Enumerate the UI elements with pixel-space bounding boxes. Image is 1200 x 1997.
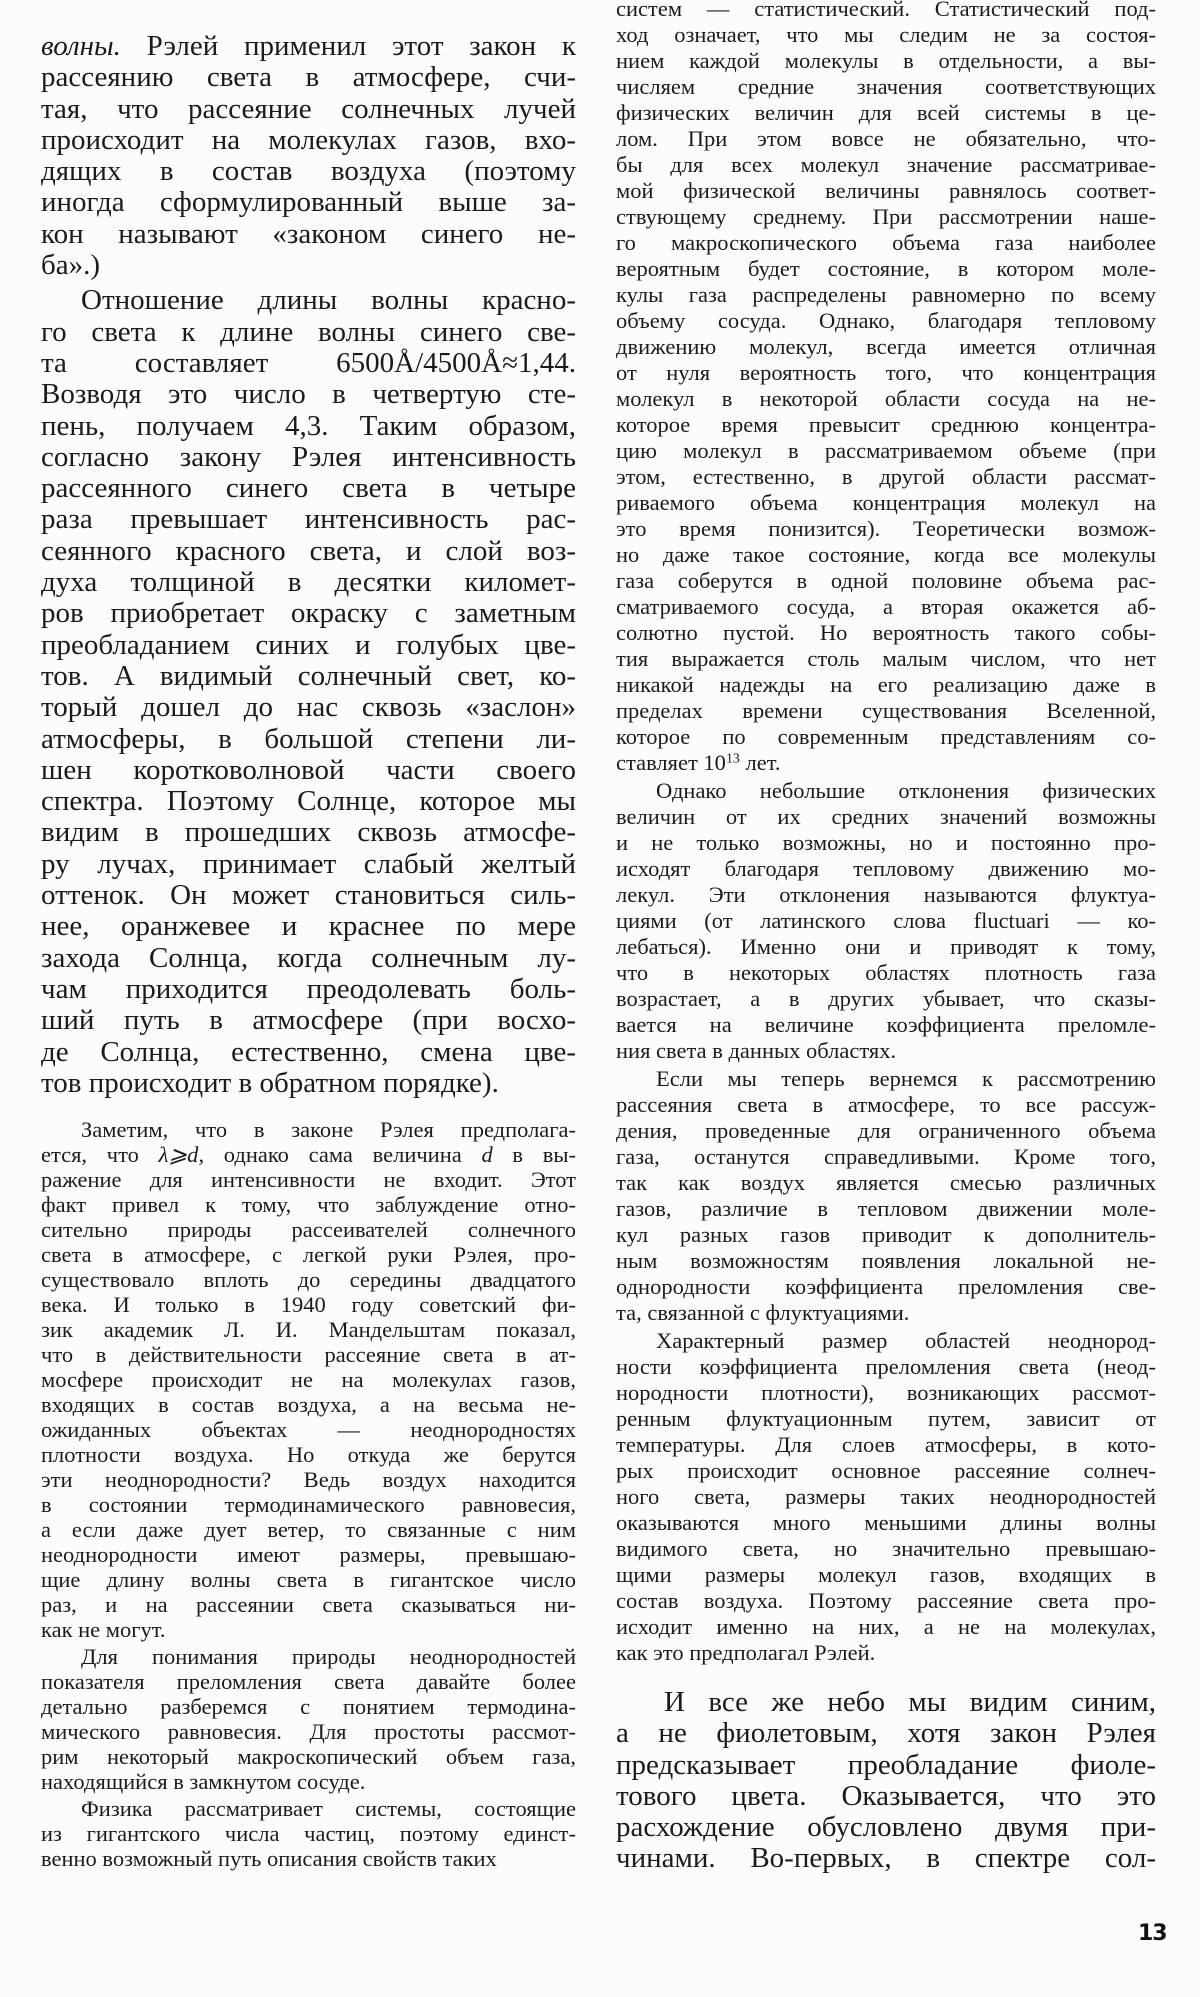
text-line: века. И только в 1940 году советский фи- <box>41 1292 576 1317</box>
paragraph <box>616 1328 1156 1666</box>
italic-text: λ⩾d <box>158 1142 199 1167</box>
text-line: предсказывает преобладание фиоле- <box>616 1748 1156 1781</box>
text-line: го света к длине волны синего све- <box>41 315 576 348</box>
text-line: духа толщиной в десятки километ- <box>41 566 576 599</box>
text-line: находящийся в замкнутом сосуде. <box>41 1769 366 1794</box>
text-line: та, связанной с флуктуациями. <box>616 1300 910 1325</box>
text-line: тия выражается столь малым числом, что нет <box>616 646 1156 671</box>
text-line: однородности коэффициента преломления све- <box>616 1274 1156 1299</box>
text-line: преобладанием синих и голубых цве- <box>41 628 576 661</box>
text-line: газа, останутся справедливыми. Кроме того, <box>616 1144 1156 1169</box>
text-line: от нуля вероятность того, что концентрация <box>616 360 1156 385</box>
text-line: захода Солнца, когда солнечным лу- <box>41 941 576 974</box>
text-line: ру лучах, принимает слабый желтый <box>41 847 576 880</box>
page-number: 13 <box>1138 1921 1167 1946</box>
text-line: вероятным будет состояние, в котором моле- <box>616 256 1156 281</box>
text-line: бы для всех молекул значение рассматривае- <box>616 152 1156 177</box>
right-column-small-text <box>616 0 1156 1666</box>
text-line: видимого света, но значительно превышаю- <box>616 1536 1156 1561</box>
paragraph <box>41 1644 576 1794</box>
text-line: величин от их средних значений возможны <box>616 804 1156 829</box>
text-line: ров приобретает окраску с заметным <box>41 597 576 630</box>
text-line: сматриваемого сосуда, а вторая окажется аб- <box>616 594 1156 619</box>
paragraph <box>616 1687 1156 1875</box>
text-line: риваемого объема концентрация молекул на <box>616 490 1156 515</box>
text-line: атмосферы, в большой степени ли- <box>41 722 576 755</box>
text-line: а если даже дует ветер, то связанные с ним <box>41 1517 576 1542</box>
text-line: но даже такое состояние, когда все молекулы <box>616 542 1156 567</box>
text-line: газов, различие в тепловом движении моле- <box>616 1196 1156 1221</box>
text-line: Характерный размер областей неоднород- <box>656 1328 1156 1353</box>
text-line: ражение для интенсивности не входит. Этот <box>41 1167 576 1192</box>
text-line: существовало вплоть до середины двадцатого <box>41 1267 576 1292</box>
text-line: молекул в некоторой области сосуда на не- <box>616 386 1156 411</box>
text-line: мосфере происходит не на молекулах газов, <box>41 1367 576 1392</box>
text-line: оказываются много меньшими длины волны <box>616 1510 1156 1535</box>
text-line: этом, естественно, в другой области рассмат- <box>616 464 1156 489</box>
text-line: солютно пустой. Но вероятность такого собы- <box>616 620 1156 645</box>
paragraph <box>616 1066 1156 1326</box>
text-line: го макроскопического объема газа наиболее <box>616 230 1156 255</box>
text-line: нее, оранжевее и краснее по мере <box>41 910 576 943</box>
text-span: , однако сама величина <box>198 1142 482 1167</box>
text-line: как не могут. <box>41 1617 166 1642</box>
text-line: входящих в состав воздуха, а на весьма не- <box>41 1392 576 1417</box>
text-line: рассеяния света в атмосфере, то все рассуж- <box>616 1092 1156 1117</box>
text-line: раз, и на рассеянии света сказываться ни- <box>41 1592 576 1617</box>
left-column-main-text <box>41 31 576 1099</box>
paragraph <box>41 1796 576 1871</box>
text-line: состав воздуха. Поэтому рассеяние света про- <box>616 1588 1156 1613</box>
text-line: нием каждой молекулы в отдельности, а вы- <box>616 48 1156 73</box>
text-line: та составляет 6500Å/4500Å≈1,44. <box>41 346 576 379</box>
text-line: нородности плотности), возникающих рассмот- <box>616 1380 1156 1405</box>
text-line: в состоянии термодинамического равновесия, <box>41 1492 576 1517</box>
text-line: физических величин для всей системы в це- <box>616 100 1156 125</box>
text-line: пределах времени существования Вселенной, <box>616 698 1156 723</box>
text-line: которое по современным представлениям со- <box>616 724 1156 749</box>
paragraph <box>616 778 1156 1064</box>
text-line: спектра. Поэтому Солнце, которое мы <box>41 785 576 818</box>
text-line: циями (от латинского слова fluctuari — ко- <box>616 908 1156 933</box>
text-line: кулы газа распределены равномерно по всему <box>616 282 1156 307</box>
text-line: торый дошел до нас сквозь «заслон» <box>41 691 576 724</box>
text-line: тов. А видимый солнечный свет, ко- <box>41 659 576 692</box>
text-line: ным возможностям появления локальной не- <box>616 1248 1156 1273</box>
paragraph <box>41 1117 576 1642</box>
text-line: Заметим, что в законе Рэлея предполага- <box>81 1117 576 1142</box>
text-line: дения, проведенные для ограниченного объема <box>616 1118 1156 1143</box>
text-line: согласно закону Рэлея интенсивность <box>41 440 576 473</box>
text-line: ния света в данных областях. <box>616 1038 897 1063</box>
text-line: кон называют «законом синего не- <box>41 217 576 250</box>
text-line: иногда сформулированный выше за- <box>41 186 576 219</box>
text-line: факт привел к тому, что заблуждение отно- <box>41 1192 576 1217</box>
italic-text: d <box>481 1142 493 1167</box>
text-span: ется, что <box>41 1142 159 1167</box>
text-line: никакой надежды на его реализацию даже в <box>616 672 1156 697</box>
superscript: 13 <box>725 751 740 767</box>
text-line: тая, что рассеяние солнечных лучей <box>41 92 576 125</box>
text-line: движению молекул, всегда имеется отличная <box>616 334 1156 359</box>
paragraph <box>616 0 1156 776</box>
text-line: из гигантского числа частиц, поэтому единст- <box>41 1821 576 1846</box>
text-line: мой физической величины равнялось соответ- <box>616 178 1156 203</box>
text-line: сительно природы рассеивателей солнечного <box>41 1217 576 1242</box>
text-line: лекул. Эти отклонения называются флуктуа- <box>616 882 1156 907</box>
text-line: тов происходит в обратном порядке). <box>41 1066 499 1099</box>
text-line: Для понимания природы неоднородностей <box>81 1644 576 1669</box>
text-line: детально разберемся с понятием термодина- <box>41 1694 576 1719</box>
text-line: происходит на молекулах газов, вхо- <box>41 123 576 156</box>
italic-text: волны. <box>41 30 121 62</box>
text-line: оттенок. Он может становиться силь- <box>41 879 576 912</box>
text-line: систем — статистический. Статистический под- <box>616 0 1156 21</box>
text-line: лебаться). Именно они и приводят к тому, <box>616 934 1156 959</box>
text-line: венно возможный путь описания свойств таких <box>41 1846 497 1871</box>
text-line: пень, получаем 4,3. Таким образом, <box>41 409 576 442</box>
text-line: Физика рассматривает системы, состоящие <box>81 1796 576 1821</box>
text-line <box>41 1142 576 1167</box>
text-line: ствующему среднему. При рассмотрении наше- <box>616 204 1156 229</box>
text-line: Отношение длины волны красно- <box>81 284 576 317</box>
text-line: объему сосуда. Однако, благодаря тепловому <box>616 308 1156 333</box>
text-line: шен коротковолновой части своего <box>41 753 576 786</box>
text-line: зик академик Л. И. Мандельштам показал, <box>41 1317 576 1342</box>
text-line: что в действительности рассеяние света в ат- <box>41 1342 576 1367</box>
text-line: ности коэффициента преломления света (неод- <box>616 1354 1156 1379</box>
text-line: температуры. Для слоев атмосферы, в кото- <box>616 1432 1156 1457</box>
text-line: так как воздух является смесью различных <box>616 1170 1156 1195</box>
text-line: плотности воздуха. Но откуда же берутся <box>41 1442 576 1467</box>
text-line: показателя преломления света давайте более <box>41 1669 576 1694</box>
text-line: щие длину волны света в гигантское число <box>41 1567 576 1592</box>
text-line <box>616 750 1156 776</box>
text-line: рассеянию света в атмосфере, счи- <box>41 61 576 94</box>
text-line: видим в прошедших сквозь атмосфе- <box>41 816 576 849</box>
text-line: неоднородности имеют размеры, превышаю- <box>41 1542 576 1567</box>
text-line: дящих в состав воздуха (поэтому <box>41 155 576 188</box>
text-line: которое время превысит среднюю концентра- <box>616 412 1156 437</box>
text-line: что в некоторых областях плотность газа <box>616 960 1156 985</box>
text-line: ба».) <box>41 249 101 282</box>
text-line: ного света, размеры таких неоднородностей <box>616 1484 1156 1509</box>
paragraph <box>41 285 576 1099</box>
text-span: лет. <box>739 750 781 775</box>
text-line: чам приходится преодолевать боль- <box>41 972 576 1005</box>
text-line: Однако небольшие отклонения физических <box>656 778 1156 803</box>
text-line: исходят благодаря тепловому движению мо- <box>616 856 1156 881</box>
text-line: сеянного красного света, и слой воз- <box>41 534 576 567</box>
text-line: исходит именно на них, а не на молекулах, <box>616 1614 1156 1639</box>
text-line: И все же небо мы видим синим, <box>664 1686 1156 1718</box>
text-line: тового цвета. Оказывается, что это <box>616 1779 1156 1812</box>
text-span: Рэлей применил этот закон к <box>120 30 576 62</box>
text-line: чинами. Во-первых, в спектре сол- <box>616 1842 1156 1875</box>
text-line: вается на величине коэффициента преломле- <box>616 1012 1156 1037</box>
text-line: щими размеры молекул газов, входящих в <box>616 1562 1156 1587</box>
text-line: возрастает, а в других убывает, что сказы- <box>616 986 1156 1011</box>
text-line: и не только возможны, но и постоянно про- <box>616 830 1156 855</box>
text-line: эти неоднородности? Ведь воздух находится <box>41 1467 576 1492</box>
text-line: а не фиолетовым, хотя закон Рэлея <box>616 1717 1156 1750</box>
text-line: Возводя это число в четвертую сте- <box>41 378 576 411</box>
text-line: это время понизится). Теоретически возмож- <box>616 516 1156 541</box>
text-line: ренным флуктуационным путем, зависит от <box>616 1406 1156 1431</box>
text-line: газа соберутся в одной половине объема рас- <box>616 568 1156 593</box>
text-line: де Солнца, естественно, смена цве- <box>41 1035 576 1068</box>
text-line: кул разных газов приводит к дополнитель- <box>616 1222 1156 1247</box>
text-line: Если мы теперь вернемся к рассмотрению <box>656 1066 1156 1091</box>
text-line: раза превышает интенсивность рас- <box>41 503 576 536</box>
text-line: ший путь в атмосфере (при восхо- <box>41 1004 576 1037</box>
text-line: цию молекул в рассматриваемом объеме (при <box>616 438 1156 463</box>
text-line: числяем средние значения соответствующих <box>616 74 1156 99</box>
text-line: лом. При этом вовсе не обязательно, что- <box>616 126 1156 151</box>
text-line <box>41 31 576 62</box>
text-line: расхождение обусловлено двумя при- <box>616 1811 1156 1844</box>
text-line: рим некоторый макроскопический объем газа, <box>41 1744 576 1769</box>
text-span: ставляет 10 <box>616 750 726 775</box>
text-span: в вы- <box>492 1142 576 1167</box>
text-line: как это предполагал Рэлей. <box>616 1640 876 1665</box>
text-line: света в атмосфере, с легкой руки Рэлея, про- <box>41 1242 576 1267</box>
text-line: рассеянного синего света в четыре <box>41 472 576 505</box>
left-column-small-text <box>41 1117 576 1871</box>
paragraph <box>41 31 576 281</box>
text-line: ход означает, что мы следим не за состоя- <box>616 22 1156 47</box>
text-line: рых происходит основное рассеяние солнеч- <box>616 1458 1156 1483</box>
right-column-main-text <box>616 1687 1156 1875</box>
text-line: ожиданных объектах — неоднородностях <box>41 1417 576 1442</box>
text-line: мического равновесия. Для простоты рассмот- <box>41 1719 576 1744</box>
